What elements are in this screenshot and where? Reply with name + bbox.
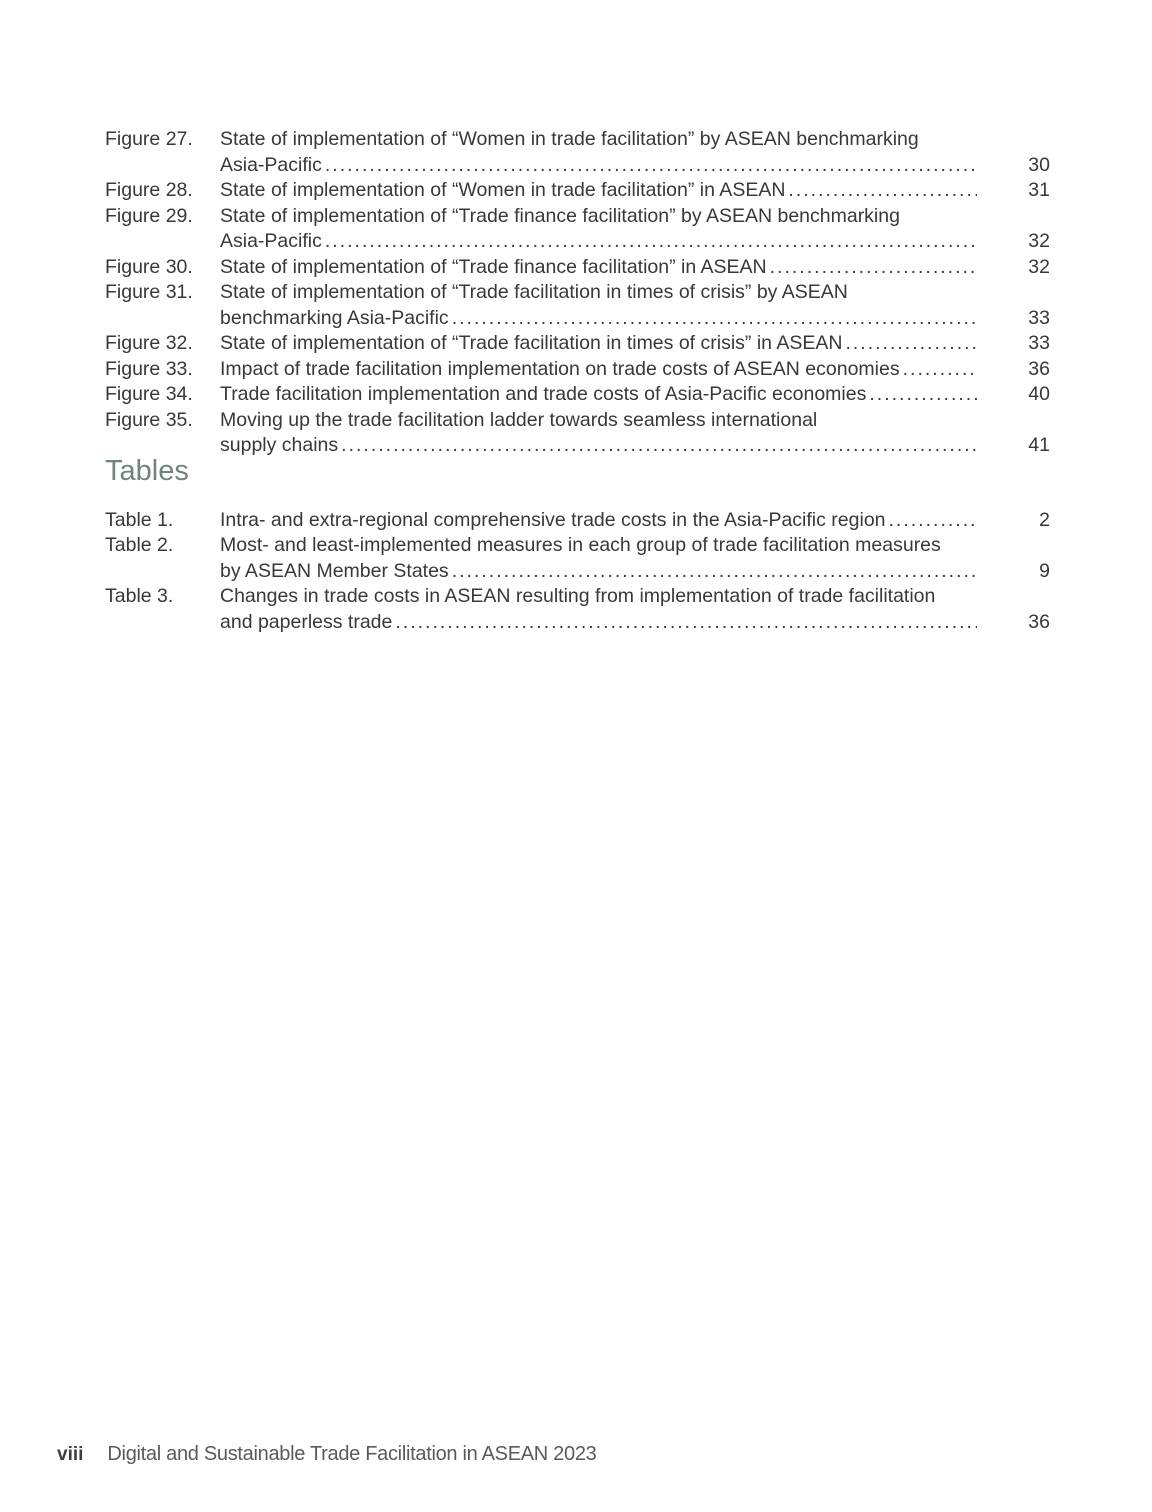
figures-toc-list bbox=[105, 127, 1050, 459]
table-page-number: 36 bbox=[1028, 610, 1050, 633]
table-title-row bbox=[220, 508, 1050, 534]
figure-page-number: 32 bbox=[1028, 230, 1050, 252]
figure-title-row bbox=[220, 127, 1050, 153]
figure-title-line: Asia-Pacific bbox=[220, 230, 322, 252]
figure-page-number: 33 bbox=[1028, 306, 1050, 329]
leader-dots bbox=[452, 559, 977, 585]
table-toc-entry bbox=[105, 584, 1050, 635]
figure-title-row bbox=[220, 331, 1050, 357]
leader-dots bbox=[325, 229, 977, 255]
footer-page-number: viii bbox=[57, 1444, 84, 1465]
figure-label: Figure 28. bbox=[105, 179, 193, 201]
figure-page-number: 41 bbox=[1028, 434, 1050, 456]
figure-title-row bbox=[220, 178, 1050, 204]
figure-label: Figure 31. bbox=[105, 281, 193, 303]
figure-title-line: State of implementation of “Trade facilitation in times of crisis” by ASEAN bbox=[220, 281, 848, 303]
figure-label: Figure 30. bbox=[105, 255, 193, 278]
figure-title-line: State of implementation of “Trade finance facilitation” by ASEAN benchmarking bbox=[220, 204, 900, 227]
table-title-block bbox=[220, 584, 1050, 635]
figure-title-line: Impact of trade facilitation implementation on trade costs of ASEAN economies bbox=[220, 357, 900, 380]
figure-title-block bbox=[220, 382, 1050, 408]
figure-title-block bbox=[220, 280, 1050, 331]
table-title-row bbox=[220, 533, 1050, 559]
figure-page-number: 40 bbox=[1028, 383, 1050, 405]
figure-toc-entry bbox=[105, 204, 1050, 255]
figure-label: Figure 34. bbox=[105, 383, 193, 405]
leader-dots bbox=[452, 306, 977, 332]
figure-title-block bbox=[220, 255, 1050, 281]
table-title-row bbox=[220, 559, 1050, 585]
table-title-row bbox=[220, 584, 1050, 610]
table-title-line: and paperless trade bbox=[220, 610, 393, 633]
figure-page-number: 32 bbox=[1028, 255, 1050, 278]
figure-title-line: benchmarking Asia-Pacific bbox=[220, 306, 449, 329]
page-footer bbox=[57, 1443, 596, 1466]
tables-toc-list bbox=[105, 508, 1050, 636]
leader-dots bbox=[770, 255, 977, 281]
figure-toc-entry bbox=[105, 408, 1050, 459]
figure-title-line: Asia-Pacific bbox=[220, 153, 322, 176]
figure-label: Figure 33. bbox=[105, 357, 193, 380]
figure-label: Figure 35. bbox=[105, 408, 193, 431]
figure-title-block bbox=[220, 204, 1050, 255]
figure-title-block bbox=[220, 127, 1050, 178]
figure-title-row bbox=[220, 153, 1050, 179]
toc-content bbox=[105, 127, 1050, 635]
table-label: Table 3. bbox=[105, 585, 174, 607]
table-label: Table 1. bbox=[105, 508, 174, 531]
figure-title-row bbox=[220, 357, 1050, 383]
footer-doc-title: Digital and Sustainable Trade Facilitation in ASEAN 2023 bbox=[107, 1443, 597, 1465]
figure-title-row bbox=[220, 306, 1050, 332]
tables-heading: Tables bbox=[105, 454, 189, 487]
figure-toc-entry bbox=[105, 357, 1050, 383]
figure-label: Figure 32. bbox=[105, 332, 193, 354]
table-label: Table 2. bbox=[105, 534, 174, 556]
figure-title-line: State of implementation of “Trade finance facilitation” in ASEAN bbox=[220, 255, 767, 278]
figure-page-number: 36 bbox=[1028, 357, 1050, 380]
table-title-line: Changes in trade costs in ASEAN resulting from implementation of trade facilitation bbox=[220, 585, 936, 607]
leader-dots bbox=[788, 178, 977, 204]
table-title-line: by ASEAN Member States bbox=[220, 559, 449, 582]
figure-title-line: State of implementation of “Trade facilitation in times of crisis” in ASEAN bbox=[220, 332, 843, 354]
figure-title-block bbox=[220, 408, 1050, 459]
table-title-block bbox=[220, 533, 1050, 584]
figure-title-line: State of implementation of “Women in trade facilitation” in ASEAN bbox=[220, 179, 786, 201]
table-title-line: Intra- and extra-regional comprehensive trade costs in the Asia-Pacific region bbox=[220, 508, 886, 531]
figure-title-block bbox=[220, 178, 1050, 204]
table-toc-entry bbox=[105, 508, 1050, 534]
figure-toc-entry bbox=[105, 331, 1050, 357]
leader-dots bbox=[845, 331, 977, 357]
figure-toc-entry bbox=[105, 255, 1050, 281]
figure-toc-entry bbox=[105, 127, 1050, 178]
table-title-block bbox=[220, 508, 1050, 534]
figure-title-row bbox=[220, 408, 1050, 434]
table-title-line: Most- and least-implemented measures in each group of trade facilitation measures bbox=[220, 534, 941, 556]
figure-title-row bbox=[220, 280, 1050, 306]
figure-title-row bbox=[220, 382, 1050, 408]
figure-title-line: State of implementation of “Women in trade facilitation” by ASEAN benchmarking bbox=[220, 128, 919, 150]
leader-dots bbox=[869, 382, 977, 408]
figure-title-row bbox=[220, 229, 1050, 255]
figure-page-number: 33 bbox=[1028, 332, 1050, 354]
table-page-number: 2 bbox=[1039, 508, 1050, 531]
leader-dots bbox=[903, 357, 977, 383]
leader-dots bbox=[325, 153, 977, 179]
figure-page-number: 30 bbox=[1028, 153, 1050, 176]
figure-title-row bbox=[220, 255, 1050, 281]
leader-dots bbox=[341, 433, 977, 459]
table-page-number: 9 bbox=[1039, 559, 1050, 582]
figure-title-block bbox=[220, 331, 1050, 357]
figure-title-line: Trade facilitation implementation and trade costs of Asia-Pacific economies bbox=[220, 383, 867, 405]
figure-title-line: Moving up the trade facilitation ladder towards seamless international bbox=[220, 408, 818, 431]
figure-toc-entry bbox=[105, 382, 1050, 408]
figure-title-row bbox=[220, 204, 1050, 230]
figure-label: Figure 29. bbox=[105, 204, 193, 227]
figure-page-number: 31 bbox=[1028, 179, 1050, 201]
figure-title-row bbox=[220, 433, 1050, 459]
table-toc-entry bbox=[105, 533, 1050, 584]
figure-title-line: supply chains bbox=[220, 434, 339, 456]
figure-toc-entry bbox=[105, 280, 1050, 331]
figure-title-block bbox=[220, 357, 1050, 383]
figure-toc-entry bbox=[105, 178, 1050, 204]
leader-dots bbox=[889, 508, 977, 534]
table-title-row bbox=[220, 610, 1050, 636]
leader-dots bbox=[395, 610, 977, 636]
figure-label: Figure 27. bbox=[105, 128, 193, 150]
